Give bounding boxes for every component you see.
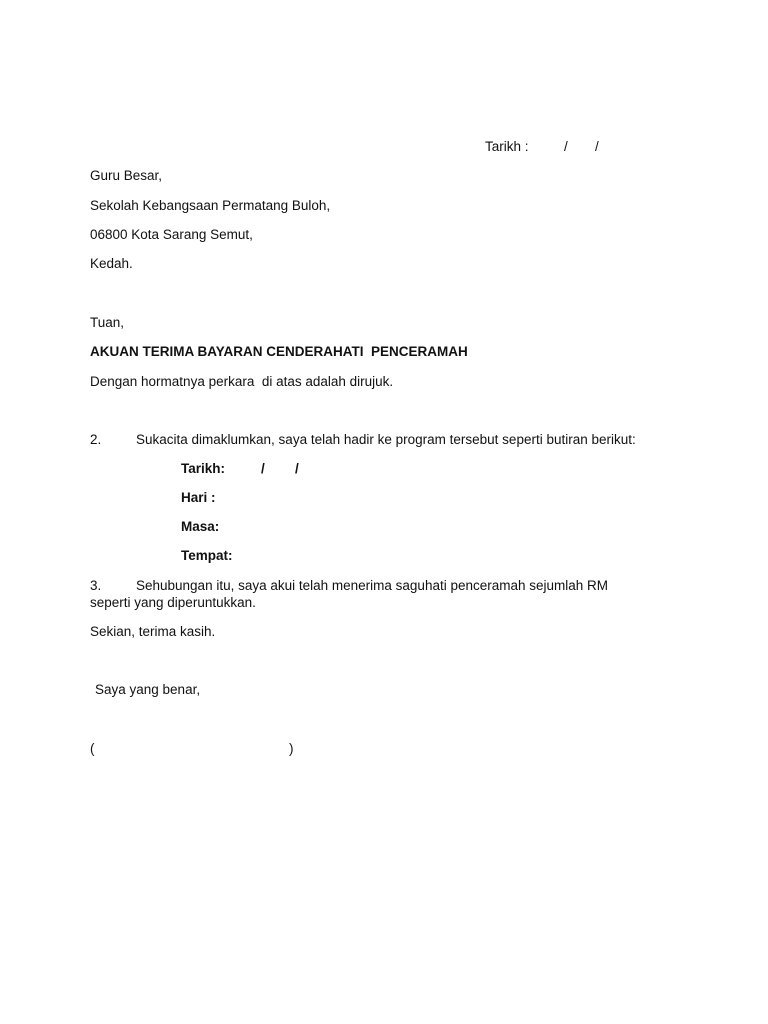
closing-line: Sekian, terima kasih. — [90, 624, 216, 639]
detail-tempat-label: Tempat: — [181, 548, 233, 563]
signature-open-bracket: ( — [90, 741, 95, 756]
salutation: Tuan, — [90, 315, 125, 330]
detail-tarikh-separator-1: / — [261, 461, 265, 476]
signoff: Saya yang benar, — [95, 682, 201, 697]
date-separator-1: / — [564, 139, 568, 154]
paragraph-2-text: Sukacita dimaklumkan, saya telah hadir ke program tersebut seperti butiran berikut: — [136, 432, 636, 447]
recipient-title: Guru Besar, — [90, 168, 163, 183]
date-label: Tarikh : — [485, 139, 529, 154]
subject-heading: AKUAN TERIMA BAYARAN CENDERAHATI PENCERAMAH — [90, 344, 468, 359]
recipient-postcode-city: 06800 Kota Sarang Semut, — [90, 227, 253, 242]
recipient-school: Sekolah Kebangsaan Permatang Buloh, — [90, 198, 331, 213]
paragraph-2-number: 2. — [90, 432, 102, 447]
paragraph-1: Dengan hormatnya perkara di atas adalah dirujuk. — [90, 374, 394, 389]
detail-tarikh-label: Tarikh: — [181, 461, 226, 476]
paragraph-3-number: 3. — [90, 578, 102, 593]
paragraph-3-text-line-1: Sehubungan itu, saya akui telah menerima saguhati penceramah sejumlah RM — [136, 578, 609, 593]
paragraph-3-text-line-2: seperti yang diperuntukkan. — [90, 595, 256, 610]
date-separator-2: / — [595, 139, 599, 154]
signature-close-bracket: ) — [289, 741, 294, 756]
detail-masa-label: Masa: — [181, 519, 220, 534]
detail-tarikh-separator-2: / — [295, 461, 299, 476]
recipient-state: Kedah. — [90, 256, 133, 271]
detail-hari-label: Hari : — [181, 490, 216, 505]
